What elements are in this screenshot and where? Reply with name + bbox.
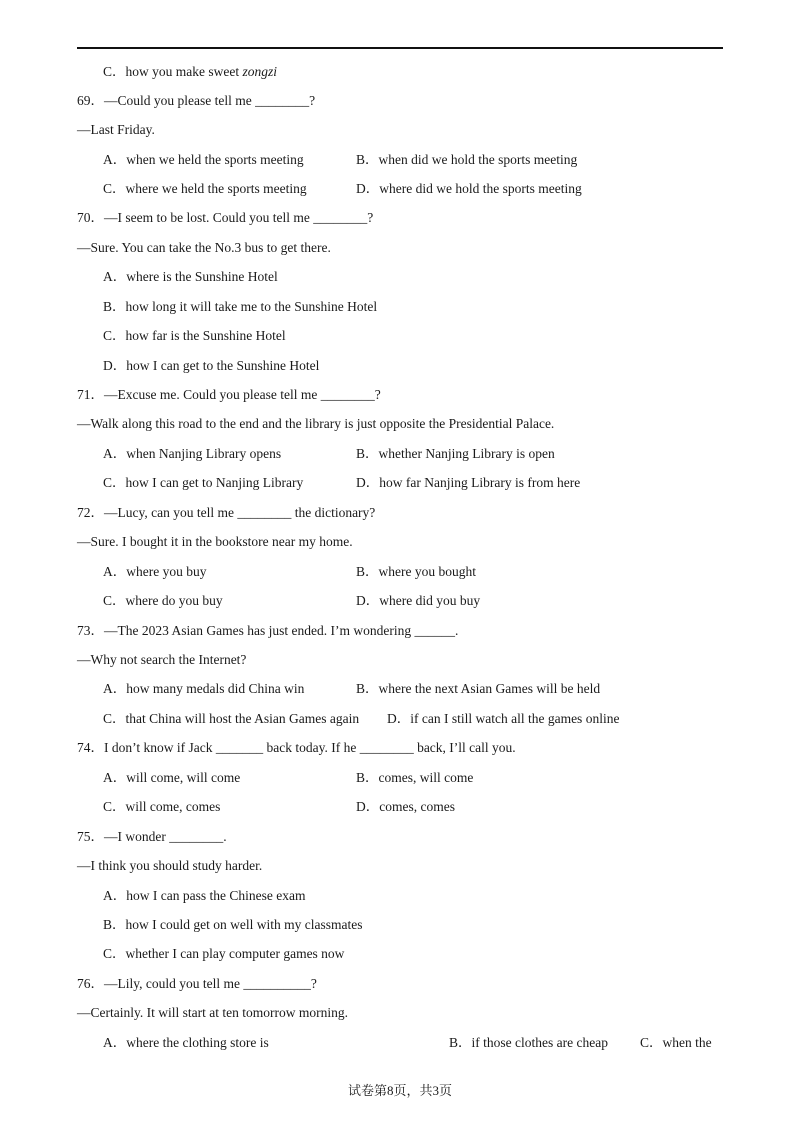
question-71-stem: 71．—Excuse me. Could you please tell me ________? bbox=[77, 387, 381, 402]
option-label: C． bbox=[103, 328, 126, 343]
option-label: B． bbox=[356, 681, 379, 696]
question-70-reply: —Sure. You can take the No.3 bus to get there. bbox=[77, 240, 331, 255]
option-label: C． bbox=[103, 946, 126, 961]
question-72-reply: —Sure. I bought it in the bookstore near my home. bbox=[77, 534, 353, 549]
question-76-stem: 76．—Lily, could you tell me __________? bbox=[77, 976, 317, 991]
option-label: D． bbox=[356, 799, 380, 814]
q72-option-a[interactable] bbox=[103, 563, 206, 581]
question-75-reply: —I think you should study harder. bbox=[77, 858, 263, 873]
question-69-stem: 69．—Could you please tell me ________? bbox=[77, 93, 316, 108]
option-text: when we held the sports meeting bbox=[126, 152, 304, 167]
option-italic-text: zongzi bbox=[242, 64, 278, 79]
option-text: when did we hold the sports meeting bbox=[378, 152, 578, 167]
q72-option-c[interactable] bbox=[103, 592, 223, 610]
question-72-stem: 72．—Lucy, can you tell me ________ the dictionary? bbox=[77, 505, 376, 520]
option-label: A． bbox=[103, 888, 127, 903]
q73-option-a[interactable] bbox=[103, 680, 304, 698]
option-label: D． bbox=[356, 181, 380, 196]
q75-option-a[interactable] bbox=[103, 887, 305, 905]
option-label: C． bbox=[103, 593, 126, 608]
option-label: C． bbox=[103, 799, 126, 814]
option-c-prev bbox=[103, 63, 277, 81]
option-text: how long it will take me to the Sunshine Hotel bbox=[125, 299, 378, 314]
q69-option-c[interactable] bbox=[103, 180, 307, 198]
q73-option-b[interactable] bbox=[356, 680, 600, 698]
question-71-reply: —Walk along this road to the end and the library is just opposite the Presidential Palace. bbox=[77, 416, 555, 431]
q73-option-c[interactable] bbox=[103, 710, 359, 728]
option-text: comes, will come bbox=[378, 770, 474, 785]
q71-option-c[interactable] bbox=[103, 474, 303, 492]
option-text: that China will host the Asian Games again bbox=[125, 711, 360, 726]
option-text: where you buy bbox=[126, 564, 207, 579]
option-label: A． bbox=[103, 446, 127, 461]
question-73-reply: —Why not search the Internet? bbox=[77, 652, 247, 667]
option-label: A． bbox=[103, 152, 127, 167]
option-label: D． bbox=[103, 358, 127, 373]
question-75-stem: 75．—I wonder ________. bbox=[77, 829, 227, 844]
option-text: where did you buy bbox=[379, 593, 481, 608]
option-label: A． bbox=[103, 770, 127, 785]
option-text: if can I still watch all the games online bbox=[410, 711, 620, 726]
option-text: comes, comes bbox=[379, 799, 455, 814]
option-text: how I can pass the Chinese exam bbox=[126, 888, 306, 903]
option-text: where is the Sunshine Hotel bbox=[126, 269, 278, 284]
q70-option-d[interactable] bbox=[103, 357, 319, 375]
q72-option-b[interactable] bbox=[356, 563, 476, 581]
option-label: A． bbox=[103, 681, 127, 696]
question-74-stem: 74．I don’t know if Jack _______ back today. If he ________ back, I’ll call you. bbox=[77, 740, 516, 755]
option-label: A． bbox=[103, 269, 127, 284]
option-label: C． bbox=[103, 181, 126, 196]
q70-option-a[interactable] bbox=[103, 268, 278, 286]
option-label: B． bbox=[103, 299, 126, 314]
option-label: C． bbox=[640, 1035, 663, 1050]
option-label: B． bbox=[356, 446, 379, 461]
option-text: when the bbox=[662, 1035, 712, 1050]
option-text: will come, comes bbox=[125, 799, 221, 814]
option-text: where the next Asian Games will be held bbox=[378, 681, 601, 696]
question-69-reply: —Last Friday. bbox=[77, 122, 155, 137]
option-text: will come, will come bbox=[126, 770, 241, 785]
option-label: D． bbox=[356, 593, 380, 608]
option-text: where do you buy bbox=[125, 593, 223, 608]
q70-option-c[interactable] bbox=[103, 327, 286, 345]
question-73-stem: 73．—The 2023 Asian Games has just ended. I’m wondering ______. bbox=[77, 623, 459, 638]
q71-option-d[interactable] bbox=[356, 474, 580, 492]
q69-option-d[interactable] bbox=[356, 180, 582, 198]
q74-option-a[interactable] bbox=[103, 769, 240, 787]
option-text: how I can get to Nanjing Library bbox=[125, 475, 304, 490]
q73-option-d[interactable] bbox=[387, 710, 619, 728]
q72-option-d[interactable] bbox=[356, 592, 480, 610]
option-text: how far is the Sunshine Hotel bbox=[125, 328, 286, 343]
option-text: how you make sweet bbox=[125, 64, 243, 79]
option-label: D． bbox=[387, 711, 411, 726]
option-text: how many medals did China win bbox=[126, 681, 305, 696]
question-76-reply: —Certainly. It will start at ten tomorrow morning. bbox=[77, 1005, 348, 1020]
option-label: C． bbox=[103, 475, 126, 490]
header-rule bbox=[77, 47, 723, 49]
option-text: if those clothes are cheap bbox=[471, 1035, 608, 1050]
option-text: where you bought bbox=[378, 564, 476, 579]
q70-option-b[interactable] bbox=[103, 298, 377, 316]
option-text: where did we hold the sports meeting bbox=[379, 181, 582, 196]
option-text: how far Nanjing Library is from here bbox=[379, 475, 581, 490]
option-label: A． bbox=[103, 564, 127, 579]
option-text: how I can get to the Sunshine Hotel bbox=[126, 358, 320, 373]
q71-option-b[interactable] bbox=[356, 445, 555, 463]
q69-option-b[interactable] bbox=[356, 151, 577, 169]
q76-option-c[interactable] bbox=[640, 1034, 712, 1052]
option-label: B． bbox=[356, 564, 379, 579]
option-text: how I could get on well with my classmates bbox=[125, 917, 363, 932]
option-label: B． bbox=[449, 1035, 472, 1050]
page-footer: 试卷第8页，共3页 bbox=[347, 1083, 452, 1098]
option-text: when Nanjing Library opens bbox=[126, 446, 282, 461]
option-label: D． bbox=[356, 475, 380, 490]
option-label: C． bbox=[103, 64, 126, 79]
q76-option-b[interactable] bbox=[449, 1034, 608, 1052]
option-label: B． bbox=[356, 152, 379, 167]
option-text: whether Nanjing Library is open bbox=[378, 446, 555, 461]
option-label: B． bbox=[356, 770, 379, 785]
q75-option-c[interactable] bbox=[103, 945, 344, 963]
option-label: C． bbox=[103, 711, 126, 726]
q74-option-c[interactable] bbox=[103, 798, 220, 816]
q74-option-d[interactable] bbox=[356, 798, 455, 816]
question-70-stem: 70．—I seem to be lost. Could you tell me ________? bbox=[77, 210, 374, 225]
q71-option-a[interactable] bbox=[103, 445, 281, 463]
q74-option-b[interactable] bbox=[356, 769, 473, 787]
option-label: A． bbox=[103, 1035, 127, 1050]
q69-option-a[interactable] bbox=[103, 151, 304, 169]
q76-option-a[interactable] bbox=[103, 1034, 269, 1052]
option-label: B． bbox=[103, 917, 126, 932]
option-text: whether I can play computer games now bbox=[125, 946, 345, 961]
q75-option-b[interactable] bbox=[103, 916, 362, 934]
option-text: where the clothing store is bbox=[126, 1035, 269, 1050]
option-text: where we held the sports meeting bbox=[125, 181, 307, 196]
